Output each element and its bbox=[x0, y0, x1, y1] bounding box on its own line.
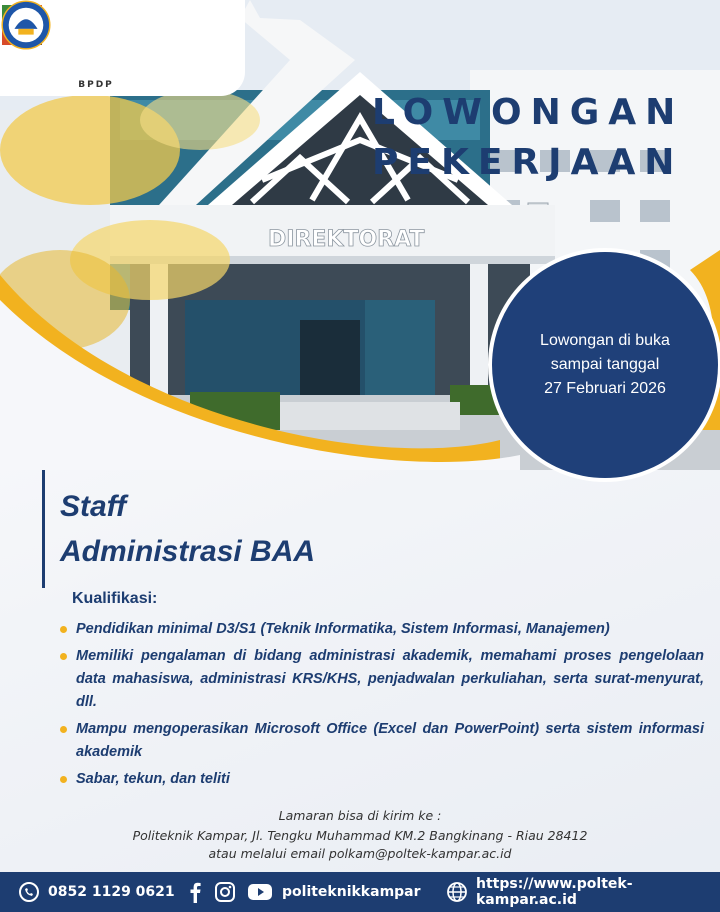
building-sign-text: DIREKTORAT bbox=[268, 227, 425, 252]
qualification-text: Sabar, tekun, dan teliti bbox=[76, 771, 230, 787]
qualification-text: Pendidikan minimal D3/S1 (Teknik Informatika, Sistem Informasi, Manajemen) bbox=[76, 621, 610, 637]
application-email[interactable]: atau melalui email polkam@poltek-kampar.ac.id bbox=[208, 846, 512, 861]
bullet-icon bbox=[60, 776, 67, 783]
globe-icon[interactable] bbox=[446, 872, 468, 912]
bullet-icon bbox=[60, 626, 67, 633]
deadline-date: 27 Februari 2026 bbox=[544, 380, 666, 397]
social-handle[interactable]: politeknikkampar bbox=[282, 884, 421, 900]
qualification-text: Memiliki pengalaman di bidang administrasi akademik, memahami proses pengelolaan data mahasiswa, administrasi KRS/KHS, penjadwalan perkuliahan, serta surat-menyurat, dll. bbox=[76, 648, 704, 710]
facebook-icon[interactable] bbox=[188, 872, 202, 912]
bpdp-logo-text: BPDP bbox=[78, 80, 114, 90]
website-link[interactable]: https://www.poltek-kampar.ac.id bbox=[476, 876, 633, 908]
qualifications-list bbox=[58, 618, 704, 795]
qualifications-heading: Kualifikasi: bbox=[72, 590, 158, 607]
position-title-line-1: Staff bbox=[60, 490, 127, 523]
deadline-line-2: sampai tanggal bbox=[550, 356, 660, 373]
qualification-text: Mampu mengoperasikan Microsoft Office (Excel dan PowerPoint) serta sistem informasi akademik bbox=[76, 721, 704, 760]
bullet-icon bbox=[60, 726, 67, 733]
qualification-item bbox=[58, 768, 704, 791]
application-intro: Lamaran bisa di kirim ke : bbox=[278, 808, 442, 823]
headline-line-1: LOWONGAN bbox=[372, 92, 685, 133]
youtube-icon[interactable] bbox=[248, 872, 272, 912]
whatsapp-icon[interactable] bbox=[18, 872, 40, 912]
deadline-line-1: Lowongan di buka bbox=[540, 332, 670, 349]
position-title-line-2: Administrasi BAA bbox=[60, 535, 316, 568]
qualification-item bbox=[58, 645, 704, 714]
deadline-badge bbox=[492, 252, 718, 478]
logo-bar bbox=[0, 0, 245, 96]
qualification-item bbox=[58, 718, 704, 764]
instagram-icon[interactable] bbox=[214, 872, 236, 912]
qualification-item bbox=[58, 618, 704, 641]
headline-line-2: PEKERJAAN bbox=[372, 142, 684, 183]
contact-footer bbox=[0, 872, 720, 912]
phone-number[interactable]: 0852 1129 0621 bbox=[48, 884, 175, 900]
kemendikbud-logo bbox=[0, 0, 52, 50]
bullet-icon bbox=[60, 653, 67, 660]
application-address: Politeknik Kampar, Jl. Tengku Muhammad KM.2 Bangkinang - Riau 28412 bbox=[132, 828, 588, 843]
position-accent-bar bbox=[42, 470, 45, 588]
